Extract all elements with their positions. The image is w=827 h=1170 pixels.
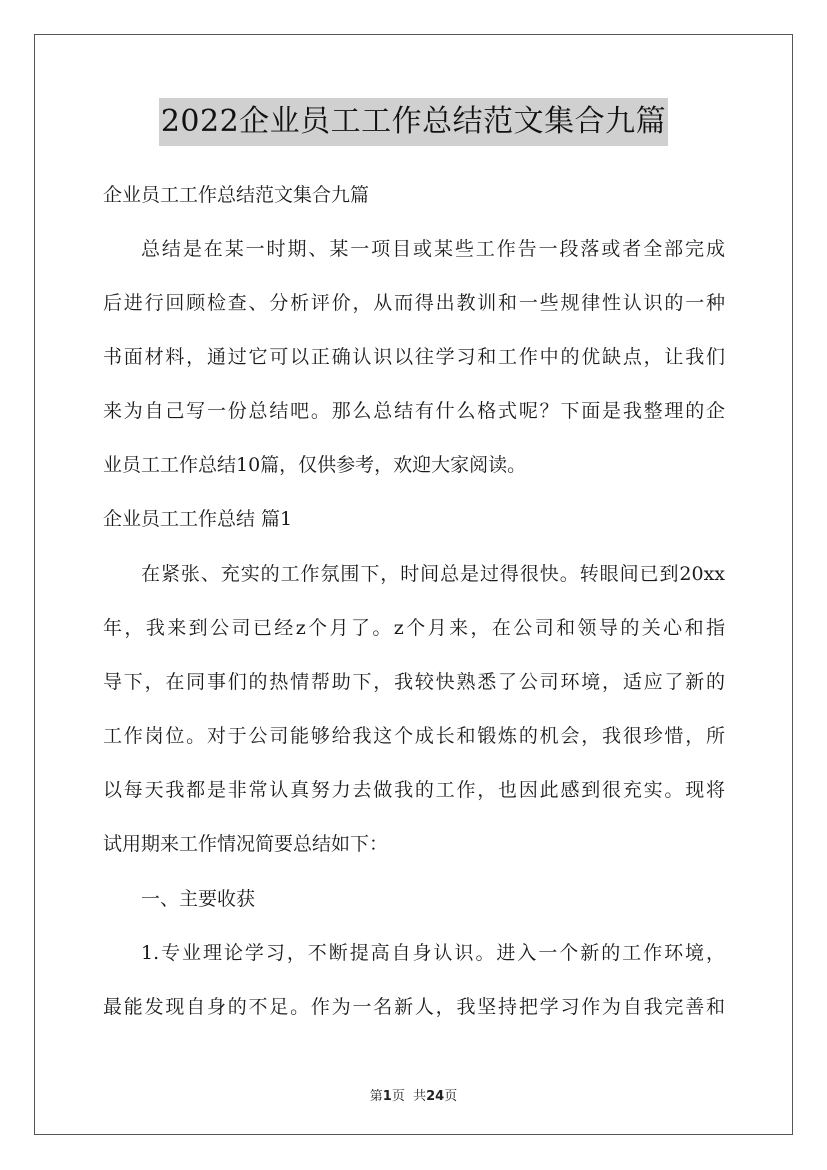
document-title: 2022企业员工工作总结范文集合九篇 [159,98,668,146]
body-line: 工作岗位。对于公司能够给我这个成长和锻炼的机会，我很珍惜，所 [103,725,725,747]
page-suffix: 页 [444,1089,458,1104]
page-footer [0,1085,827,1104]
body-line: 试用期来工作情况简要总结如下： [103,833,389,855]
section-title: 企业员工工作总结 篇1 [103,508,293,530]
body-line: 以每天我都是非常认真努力去做我的工作，也因此感到很充实。现将 [103,779,725,801]
intro-line: 业员工工作总结10篇，仅供参考，欢迎大家阅读。 [103,454,527,476]
intro-line: 总结是在某一时期、某一项目或某些工作告一段落或者全部完成 [141,238,725,260]
item-line: 最能发现自身的不足。作为一名新人，我坚持把学习作为自我完善和 [103,996,725,1018]
intro-line: 后进行回顾检查、分析评价，从而得出教训和一些规律性认识的一种 [103,292,725,314]
item-line: 1.专业理论学习，不断提高自身认识。进入一个新的工作环境， [141,942,725,964]
page-prefix: 第 [369,1089,383,1104]
page-total: 24 [426,1089,445,1104]
heading-main-gains: 一、主要收获 [141,888,256,910]
body-line: 导下，在同事们的热情帮助下，我较快熟悉了公司环境，适应了新的 [103,671,725,693]
body-line: 年，我来到公司已经z个月了。z个月来，在公司和领导的关心和指 [103,617,725,639]
document-subtitle: 企业员工工作总结范文集合九篇 [103,184,370,206]
body-line: 在紧张、充实的工作氛围下，时间总是过得很快。转眼间已到20xx [141,563,725,585]
intro-line: 书面材料，通过它可以正确认识以往学习和工作中的优缺点，让我们 [103,346,725,368]
page-current: 1 [382,1089,392,1104]
page-mid: 页 共 [391,1089,427,1104]
intro-line: 来为自己写一份总结吧。那么总结有什么格式呢？下面是我整理的企 [103,400,725,422]
